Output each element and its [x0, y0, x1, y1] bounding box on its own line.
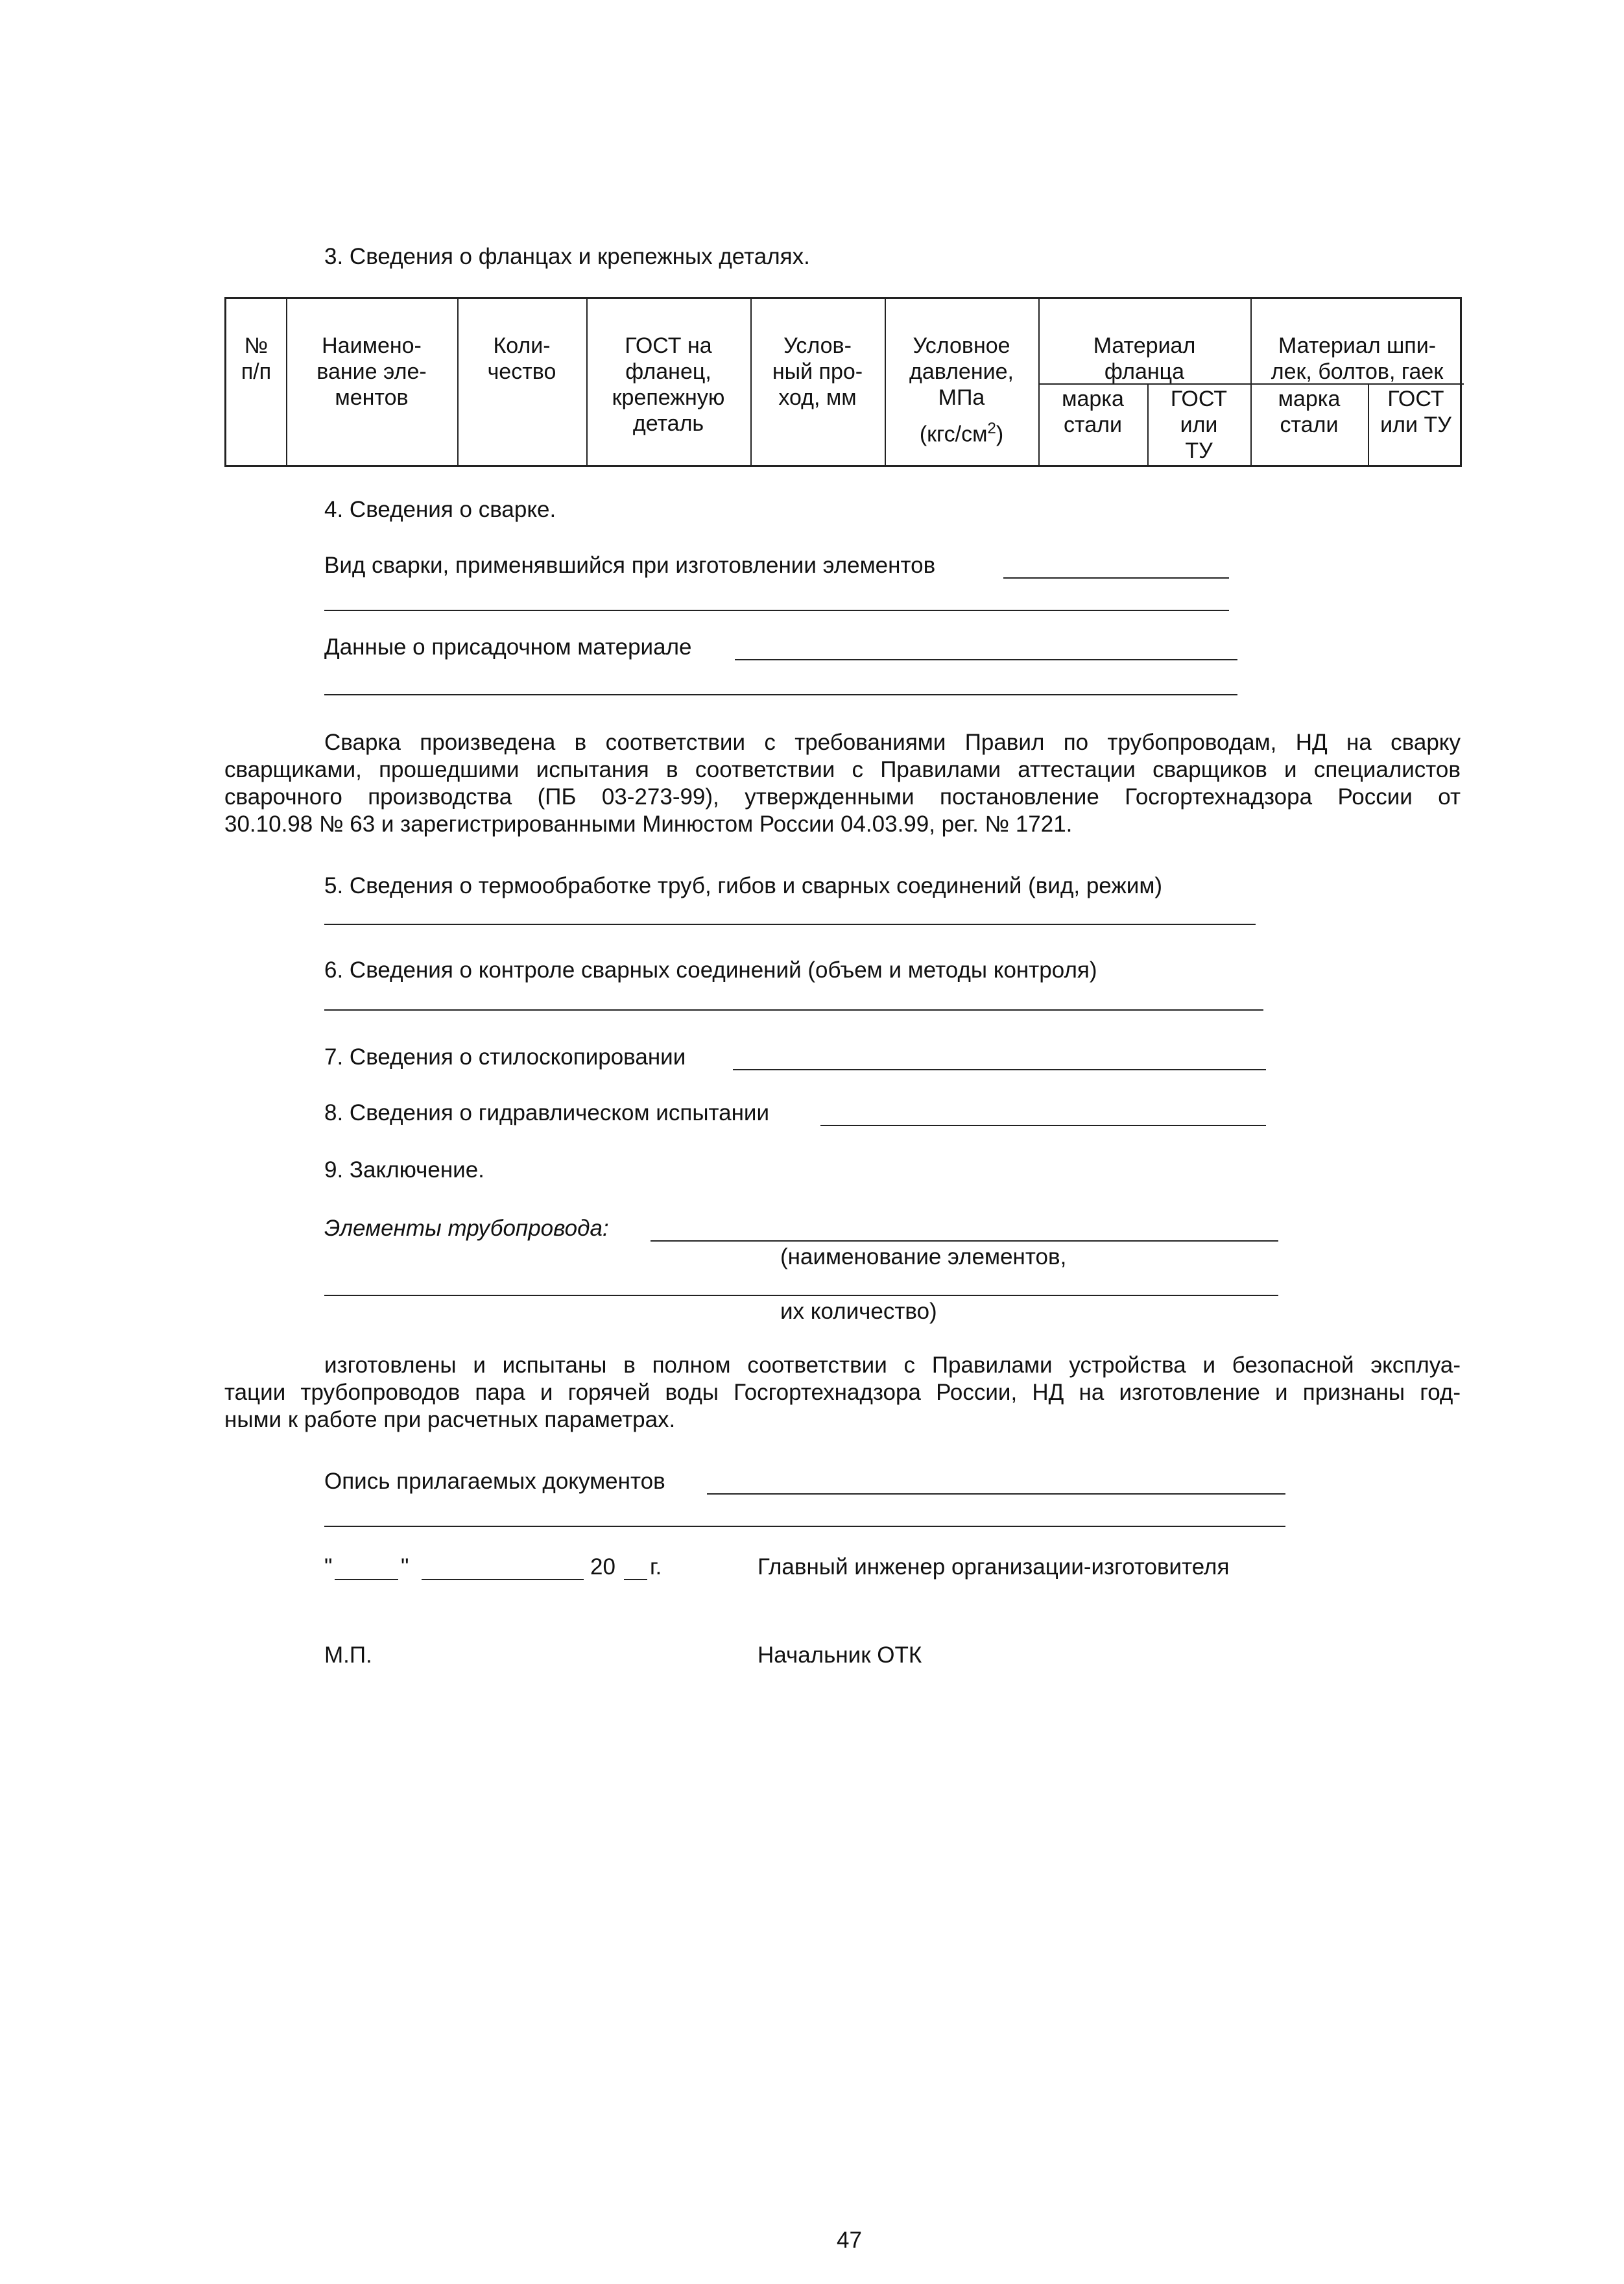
th-flange-gost-tu: ГОСТ или ТУ — [1170, 387, 1228, 463]
th-quantity: Коли- чество — [487, 333, 556, 384]
pipeline-elements-label: Элементы трубопровода: — [324, 1216, 609, 1241]
attachments-field[interactable] — [707, 1493, 1285, 1495]
elements-hint-name: (наименование элементов, — [780, 1244, 1067, 1269]
th-flange-material: Материал фланца — [1093, 333, 1196, 384]
date-quote-open: " — [324, 1554, 333, 1580]
section5-field[interactable] — [324, 924, 1256, 925]
th-number: № п/п — [241, 333, 272, 384]
th-stud-steel-grade: марка стали — [1278, 387, 1341, 437]
otk-head-label: Начальник ОТК — [758, 1642, 922, 1668]
th-flange-steel-grade: марка стали — [1062, 387, 1124, 437]
section6-field[interactable] — [324, 1009, 1263, 1011]
date-year-prefix: 20 — [590, 1554, 615, 1580]
section8-field[interactable] — [820, 1125, 1266, 1126]
date-month-field[interactable] — [422, 1579, 584, 1580]
th-gost: ГОСТ на фланец, крепежную деталь — [612, 333, 725, 436]
pipeline-elements-field[interactable] — [651, 1240, 1278, 1242]
welding-type-field-line2[interactable] — [324, 610, 1229, 611]
date-year-field[interactable] — [624, 1579, 647, 1580]
filler-material-field-line2[interactable] — [324, 694, 1237, 695]
attachments-field-line2[interactable] — [324, 1526, 1285, 1527]
section7-label: 7. Сведения о стилоскопировании — [324, 1044, 686, 1070]
elements-hint-count: их количество) — [780, 1299, 937, 1324]
page-number: 47 — [837, 2228, 862, 2253]
th-stud-material: Материал шпи- лек, болтов, гаек — [1271, 333, 1444, 384]
conclusion-paragraph: изготовлены и испытаны в полном соответствии с Правилами устройства и безопасной эксплуа- тации трубопроводов пара и горячей воды Госгортехнадзора России, НД на изготовление и признаны год- ными к работе при расчетных параметрах. — [224, 1352, 1461, 1432]
welding-type-field[interactable] — [1003, 577, 1229, 579]
th-nominal-pressure: Условное давление, МПа $(кгс/см^2)$ — [909, 333, 1014, 447]
welding-compliance-paragraph: Сварка произведена в соответствии с требованиями Правил по трубопроводам, НД на сварку сварщиками, прошедшими испытания в соответствии с Правилами аттестации сварщиков и специалистов сварочного производства (ПБ 03-273-99), утвержденными постановление Госгортехнадзора России от 30.10.98 № 63 и зарегистрированными Минюстом России 04.03.99, рег. № 1721. — [224, 730, 1461, 837]
th-stud-gost-tu: ГОСТ или ТУ — [1380, 387, 1451, 437]
section6-label: 6. Сведения о контроле сварных соединений (объем и методы контроля) — [324, 957, 1097, 983]
welding-type-label: Вид сварки, применявшийся при изготовлении элементов — [324, 553, 936, 578]
section9-title: 9. Заключение. — [324, 1157, 484, 1183]
section5-label: 5. Сведения о термообработке труб, гибов и сварных соединений (вид, режим) — [324, 873, 1163, 898]
stamp-label: М.П. — [324, 1642, 372, 1668]
section3-title: 3. Сведения о фланцах и крепежных деталях. — [324, 244, 810, 269]
th-element-name: Наимено- вание эле- ментов — [316, 333, 427, 410]
chief-engineer-label: Главный инженер организации-изготовителя — [758, 1554, 1230, 1580]
attachments-label: Опись прилагаемых документов — [324, 1469, 665, 1494]
date-quote-close: " — [401, 1554, 409, 1580]
section4-title: 4. Сведения о сварке. — [324, 497, 556, 522]
th-nominal-bore: Услов- ный про- ход, мм — [772, 333, 863, 410]
pipeline-elements-field-line2[interactable] — [324, 1295, 1278, 1296]
flanges-table — [224, 297, 1462, 467]
filler-material-label: Данные о присадочном материале — [324, 634, 692, 660]
section8-label: 8. Сведения о гидравлическом испытании — [324, 1100, 770, 1125]
section7-field[interactable] — [733, 1069, 1266, 1070]
filler-material-field[interactable] — [735, 659, 1237, 660]
date-suffix: г. — [650, 1554, 662, 1580]
date-day-field[interactable] — [335, 1579, 398, 1580]
